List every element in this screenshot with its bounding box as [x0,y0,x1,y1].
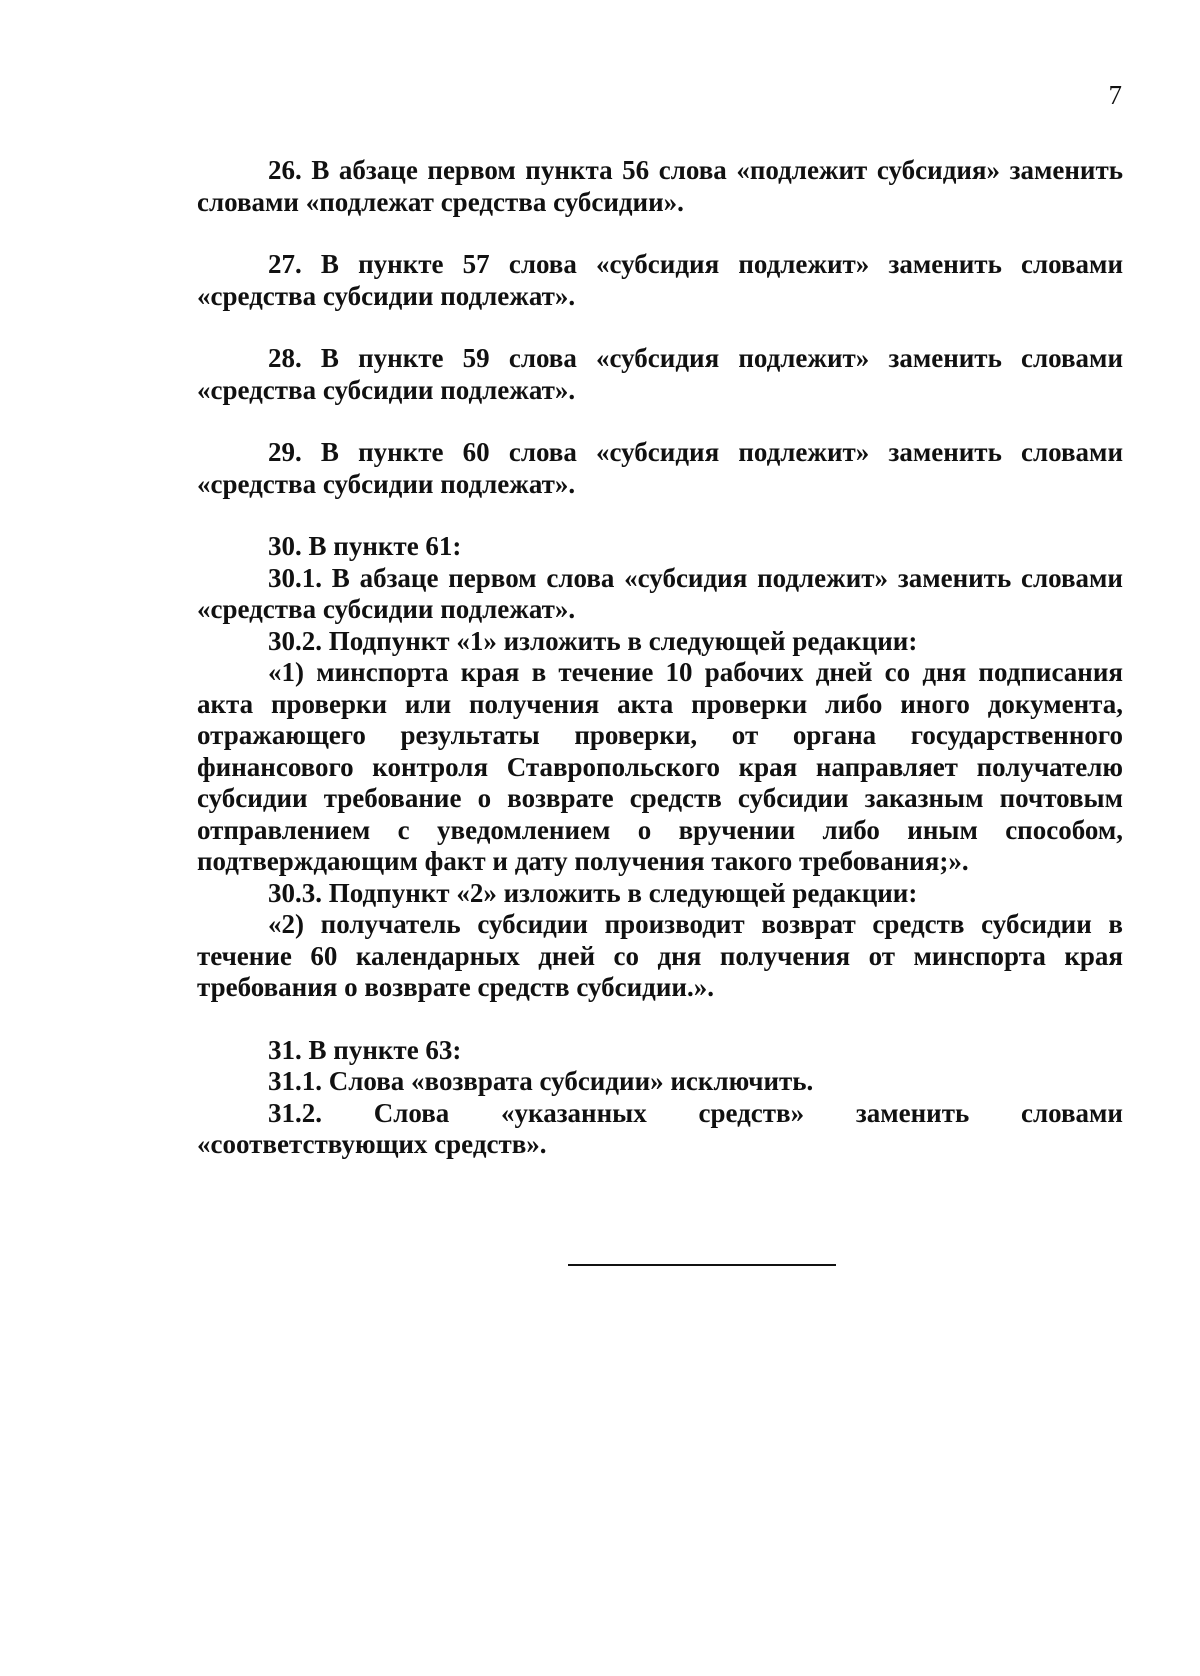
paragraph-28: 28. В пункте 59 слова «субсидия подлежит» заменить словами «средства субсидии подлежат». [197,343,1123,405]
document-body [197,155,1123,1161]
paragraph-27: 27. В пункте 57 слова «субсидия подлежит» заменить словами «средства субсидии подлежат». [197,249,1123,311]
paragraph-30-3-text: «2) получатель субсидии производит возврат средств субсидии в течение 60 календарных дней со дня получения от минспорта края требования о возврате средств субсидии.». [197,909,1123,1002]
paragraph-30-2-text: «1) минспорта края в течение 10 рабочих дней со дня подписания акта проверки или получения акта проверки либо иного документа, отражающего результаты проверки, от органа государственного финансового контроля Ставропольского края направляет получателю субсидии требование о возврате средств субсидии заказным почтовым отправлением с уведомлением о вручении либо иным способом, подтверждающим факт и дату получения такого требования;». [197,657,1123,876]
paragraph-26: 26. В абзаце первом пункта 56 слова «подлежит субсидия» заменить словами «подлежат средства субсидии». [197,155,1123,217]
paragraph-29: 29. В пункте 60 слова «субсидия подлежит» заменить словами «средства субсидии подлежат». [197,437,1123,499]
paragraph-30-2: 30.2. Подпункт «1» изложить в следующей редакции: [268,625,918,656]
end-divider [568,1264,836,1266]
paragraph-30-3: 30.3. Подпункт «2» изложить в следующей редакции: [268,877,918,908]
paragraph-30: 30. В пункте 61: [268,531,462,561]
paragraph-31-2: 31.2. Слова «указанных средств» заменить словами «соответствующих средств». [197,1097,1123,1159]
paragraph-31-1: 31.1. Слова «возврата субсидии» исключить. [268,1066,814,1096]
paragraph-30-1: 30.1. В абзаце первом слова «субсидия подлежит» заменить словами «средства субсидии подлежат». [197,562,1123,624]
paragraph-31: 31. В пункте 63: [268,1034,462,1065]
page-number: 7 [1108,80,1122,110]
